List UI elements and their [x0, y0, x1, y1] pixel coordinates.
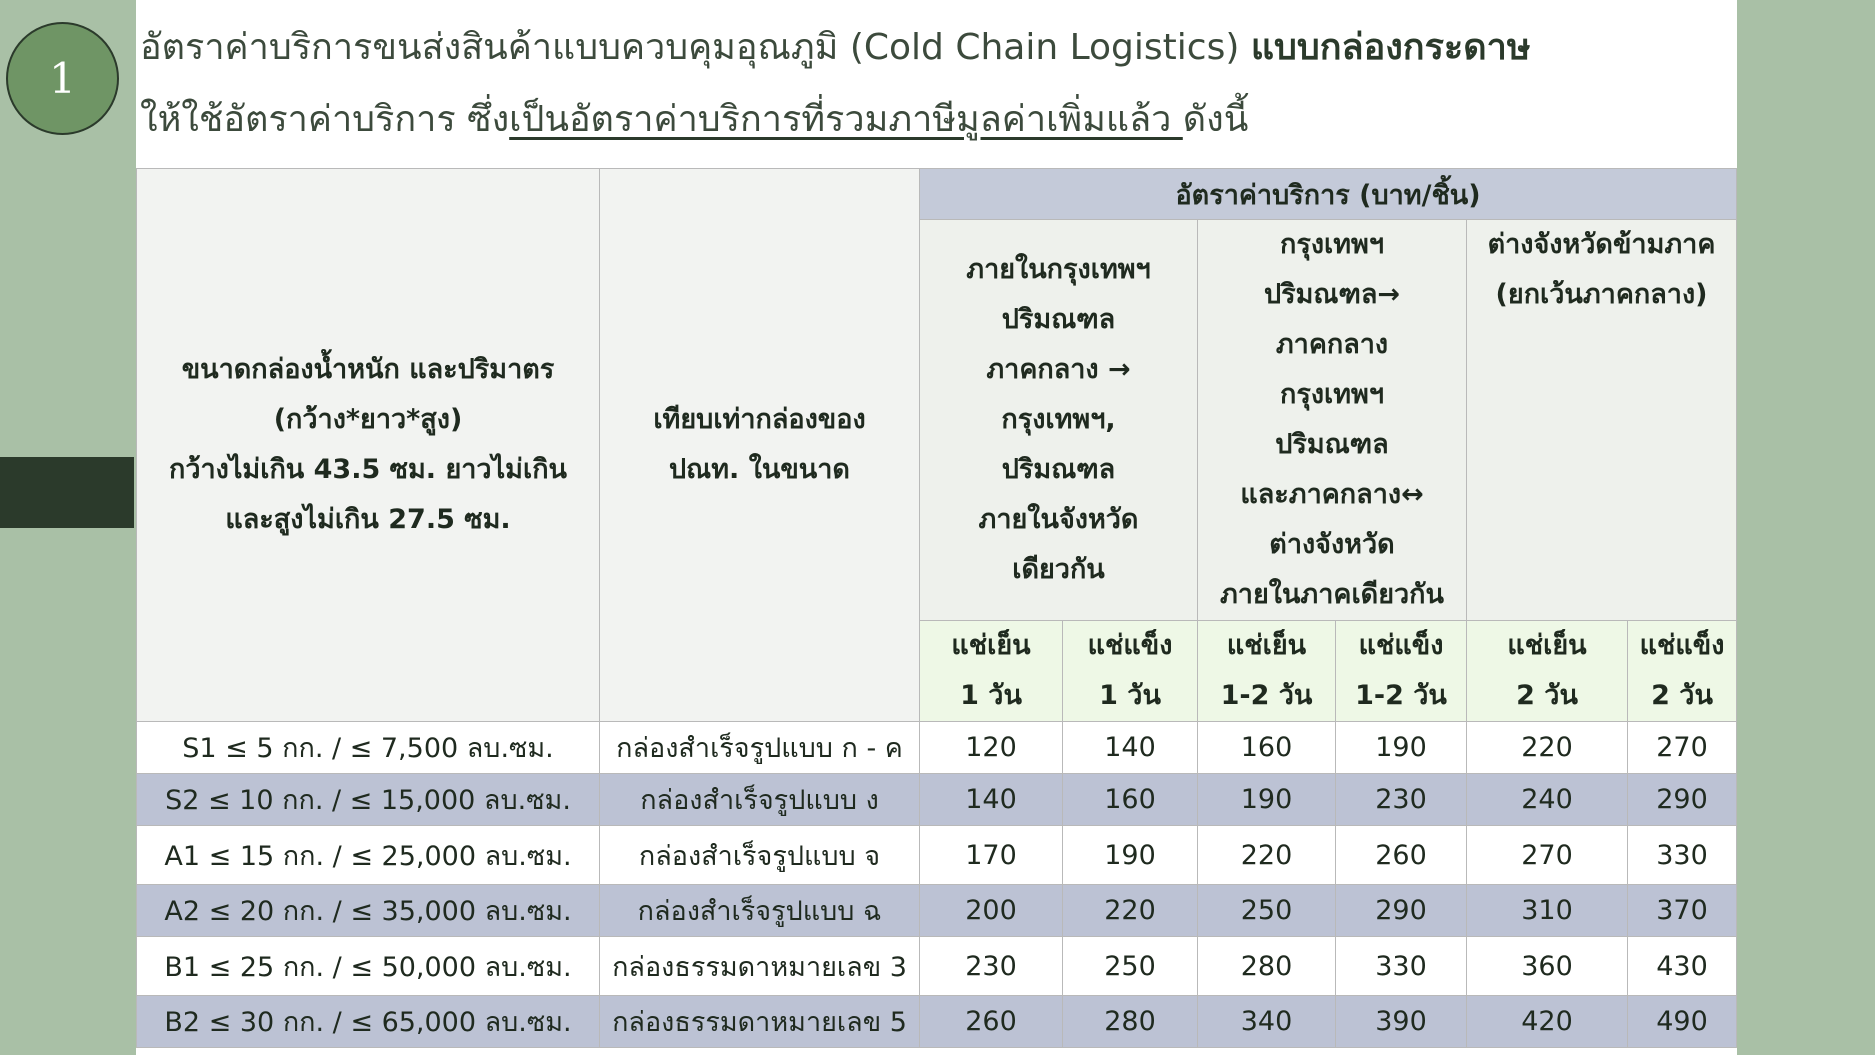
table-row — [137, 996, 1737, 1048]
sub-header-line: แช่แข็ง — [1639, 630, 1725, 661]
price-cell: 160 — [1198, 722, 1336, 774]
price-cell: 170 — [920, 826, 1063, 885]
zone-line: (ยกเว้นภาคกลาง) — [1495, 279, 1708, 310]
table-row — [137, 826, 1737, 885]
size-cell: A1 ≤ 15 กก. / ≤ 25,000 ลบ.ซม. — [137, 826, 600, 885]
price-cell: 290 — [1336, 885, 1467, 937]
sub-header-chilled-1 — [920, 621, 1063, 722]
header-size — [137, 169, 600, 722]
table-row — [137, 937, 1737, 996]
price-cell: 490 — [1628, 996, 1737, 1048]
header-box-line: เทียบเท่ากล่องของ — [653, 404, 866, 435]
price-cell: 160 — [1063, 774, 1198, 826]
zone-line: ต่างจังหวัดข้ามภาค — [1487, 229, 1716, 260]
price-cell: 220 — [1063, 885, 1198, 937]
rate-table — [136, 168, 1737, 1048]
zone-line: ภายในจังหวัด — [978, 504, 1139, 535]
price-cell: 290 — [1628, 774, 1737, 826]
zone-line: เดียวกัน — [1012, 554, 1105, 585]
price-cell: 330 — [1336, 937, 1467, 996]
header-zone-cross-region — [1467, 220, 1737, 621]
zone-line: ภาคกลาง — [1275, 329, 1389, 360]
price-cell: 250 — [1063, 937, 1198, 996]
price-cell: 190 — [1063, 826, 1198, 885]
title-line-1-normal: อัตราค่าบริการขนส่งสินค้าแบบควบคุมอุณภูมิ (Cold Chain Logistics) — [140, 27, 1251, 68]
price-cell: 390 — [1336, 996, 1467, 1048]
sub-header-chilled-2 — [1198, 621, 1336, 722]
title-line-1-bold: แบบกล่องกระดาษ — [1250, 27, 1531, 68]
title-line-2 — [140, 92, 1740, 148]
price-cell: 230 — [920, 937, 1063, 996]
sub-header-line: 1-2 วัน — [1355, 680, 1447, 711]
box-cell: กล่องธรรมดาหมายเลข 5 — [600, 996, 920, 1048]
price-cell: 330 — [1628, 826, 1737, 885]
zone-line: กรุงเทพฯ — [1279, 229, 1385, 260]
size-cell: S1 ≤ 5 กก. / ≤ 7,500 ลบ.ซม. — [137, 722, 600, 774]
header-size-line: กว้างไม่เกิน 43.5 ซม. ยาวไม่เกิน — [168, 454, 567, 485]
price-cell: 190 — [1336, 722, 1467, 774]
header-rate: อัตราค่าบริการ (บาท/ชิ้น) — [920, 169, 1737, 220]
header-zone-regional — [1198, 220, 1467, 621]
sub-header-line: 2 วัน — [1651, 680, 1713, 711]
price-cell: 420 — [1467, 996, 1628, 1048]
box-cell: กล่องสำเร็จรูปแบบ ก - ค — [600, 722, 920, 774]
table-row — [137, 722, 1737, 774]
price-cell: 340 — [1198, 996, 1336, 1048]
zone-line: ปริมณฑล — [1001, 304, 1116, 335]
sub-header-frozen-3 — [1628, 621, 1737, 722]
price-cell: 220 — [1467, 722, 1628, 774]
title-line-2-underlined: เป็นอัตราค่าบริการที่รวมภาษีมูลค่าเพิ่มแล้ว — [509, 99, 1183, 140]
sub-header-line: แช่เย็น — [951, 630, 1031, 661]
zone-line: ภายในกรุงเทพฯ — [966, 254, 1151, 285]
box-cell: กล่องสำเร็จรูปแบบ จ — [600, 826, 920, 885]
slide-number-badge: 1 — [6, 22, 119, 135]
zone-line: ภาคกลาง → — [986, 354, 1131, 385]
price-cell: 260 — [920, 996, 1063, 1048]
size-cell: B2 ≤ 30 กก. / ≤ 65,000 ลบ.ซม. — [137, 996, 600, 1048]
size-cell: S2 ≤ 10 กก. / ≤ 15,000 ลบ.ซม. — [137, 774, 600, 826]
price-cell: 270 — [1628, 722, 1737, 774]
table-row — [137, 885, 1737, 937]
price-cell: 140 — [1063, 722, 1198, 774]
header-size-line: และสูงไม่เกิน 27.5 ซม. — [225, 504, 511, 535]
zone-line: ปริมณฑล — [1275, 429, 1389, 460]
price-cell: 370 — [1628, 885, 1737, 937]
zone-line: ภายในภาคเดียวกัน — [1220, 579, 1444, 610]
title-line-1 — [140, 20, 1740, 76]
sub-header-line: แช่แข็ง — [1087, 630, 1173, 661]
zone-line: ปริมณฑล→ — [1263, 279, 1401, 310]
size-cell: B1 ≤ 25 กก. / ≤ 50,000 ลบ.ซม. — [137, 937, 600, 996]
price-cell: 230 — [1336, 774, 1467, 826]
sub-header-line: แช่เย็น — [1226, 630, 1307, 661]
price-cell: 280 — [1063, 996, 1198, 1048]
price-cell: 360 — [1467, 937, 1628, 996]
price-cell: 430 — [1628, 937, 1737, 996]
sub-header-line: แช่เย็น — [1507, 630, 1587, 661]
price-cell: 220 — [1198, 826, 1336, 885]
zone-line: และภาคกลาง↔ — [1240, 479, 1424, 510]
sub-header-line: 1-2 วัน — [1220, 680, 1313, 711]
header-box-line: ปณท. ในขนาด — [669, 454, 850, 485]
price-cell: 310 — [1467, 885, 1628, 937]
sub-header-line: แช่แข็ง — [1358, 630, 1444, 661]
zone-line: กรุงเทพฯ — [1279, 379, 1385, 410]
header-zone-local — [920, 220, 1198, 621]
size-cell: A2 ≤ 20 กก. / ≤ 35,000 ลบ.ซม. — [137, 885, 600, 937]
title-line-2-prefix: ให้ใช้อัตราค่าบริการ ซึ่ง — [140, 99, 510, 140]
zone-line: กรุงเทพฯ, — [1001, 404, 1116, 435]
price-cell: 240 — [1467, 774, 1628, 826]
sub-header-frozen-2 — [1336, 621, 1467, 722]
header-box-equivalent — [600, 169, 920, 722]
header-size-line: (กว้าง*ยาว*สูง) — [273, 404, 463, 435]
price-cell: 250 — [1198, 885, 1336, 937]
box-cell: กล่องสำเร็จรูปแบบ ง — [600, 774, 920, 826]
box-cell: กล่องสำเร็จรูปแบบ ฉ — [600, 885, 920, 937]
price-cell: 140 — [920, 774, 1063, 826]
price-cell: 270 — [1467, 826, 1628, 885]
zone-line: ปริมณฑล — [1001, 454, 1116, 485]
sub-header-line: 1 วัน — [960, 680, 1022, 711]
price-cell: 280 — [1198, 937, 1336, 996]
sub-header-line: 1 วัน — [1099, 680, 1161, 711]
header-size-line: ขนาดกล่องน้ำหนัก และปริมาตร — [181, 354, 555, 385]
price-cell: 260 — [1336, 826, 1467, 885]
table-row — [137, 774, 1737, 826]
price-cell: 190 — [1198, 774, 1336, 826]
sub-header-line: 2 วัน — [1516, 680, 1578, 711]
title-line-2-suffix: ดังนี้ — [1182, 99, 1249, 140]
zone-line: ต่างจังหวัด — [1269, 529, 1395, 560]
decorative-dark-band — [0, 457, 134, 528]
price-cell: 200 — [920, 885, 1063, 937]
sub-header-chilled-3 — [1467, 621, 1628, 722]
price-cell: 120 — [920, 722, 1063, 774]
sub-header-frozen-1 — [1063, 621, 1198, 722]
box-cell: กล่องธรรมดาหมายเลข 3 — [600, 937, 920, 996]
